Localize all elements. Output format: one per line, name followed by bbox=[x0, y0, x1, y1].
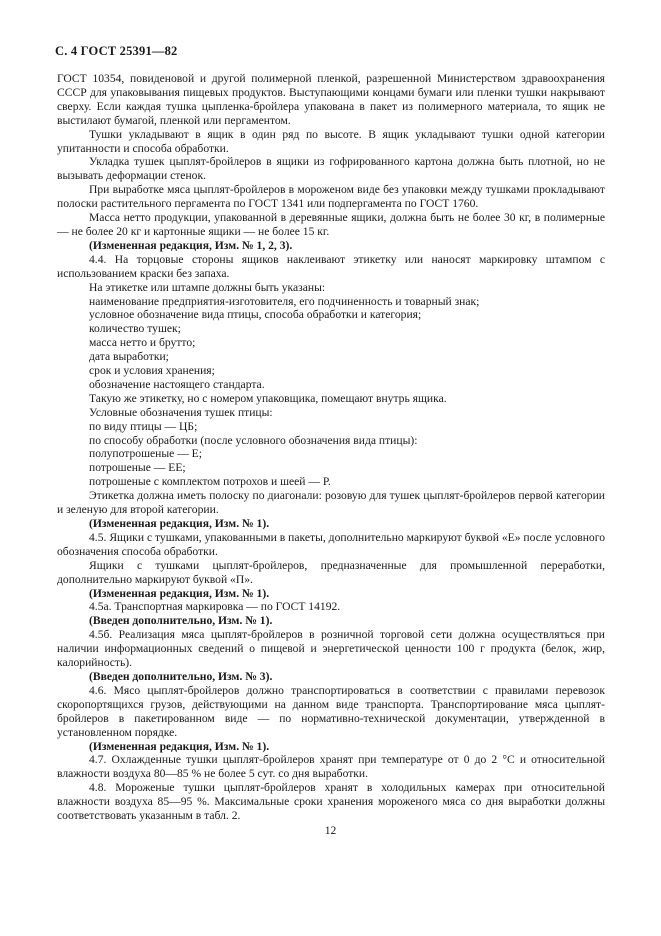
paragraph: Масса нетто продукции, упакованной в деревянные ящики, должна быть не более 30 кг, в полимерные — не более 20 кг и картонные ящики — не более 15 кг. bbox=[57, 211, 605, 238]
paragraph: Условные обозначения тушек птицы: bbox=[89, 405, 273, 419]
section-4-6: 4.6. Мясо цыплят-бройлеров должно транспортироваться в соответствии с правилами перевозок скоропортящихся грузов, действующими на данном виде транспорта. Транспортирование мяса цыплят-бройлеров в пакетированном виде — по нормативно-технической документации, утвержденной в установленном порядке. bbox=[57, 683, 605, 739]
list-item: по способу обработки (после условного обозначения вида птицы): bbox=[89, 433, 418, 447]
document-body bbox=[57, 72, 605, 823]
list-item: дата выработки; bbox=[89, 350, 169, 364]
paragraph: Тушки укладывают в ящик в один ряд по высоте. В ящик укладывают тушки одной категории упитанности и способа обработки. bbox=[57, 127, 605, 155]
section-4-5b: 4.5б. Реализация мяса цыплят-бройлеров в розничной торговой сети должна осуществляться при наличии информационных сведений о пищевой и энергетической ценности 100 г продукта (белок, жир, калорийность). bbox=[57, 628, 605, 670]
amendment-note: (Измененная редакция, Изм. № 1). bbox=[89, 739, 270, 753]
section-4-7: 4.7. Охлажденные тушки цыплят-бройлеров хранят при температуре от 0 до 2 °С и относительной влажности воздуха 80—85 % не более 5 сут. со дня выработки. bbox=[57, 753, 605, 781]
paragraph: При выработке мяса цыплят-бройлеров в мороженом виде без упаковки между тушками прокладывают полоски растительного пергамента по ГОСТ 1341 или подпергамента по ГОСТ 1760. bbox=[57, 183, 605, 211]
paragraph: Ящики с тушками цыплят-бройлеров, предназначенные для промышленной переработки, дополнительно маркируют буквой «П». bbox=[57, 558, 605, 586]
amendment-note: (Измененная редакция, Изм. № 1, 2, 3). bbox=[89, 238, 293, 252]
list-item: наименование предприятия-изготовителя, его подчиненность и товарный знак; bbox=[89, 294, 480, 308]
paragraph: Укладка тушек цыплят-бройлеров в ящики из гофрированного картона должна быть плотной, но не вызывать деформации стенок. bbox=[57, 155, 605, 183]
list-item: потрошеные с комплектом потрохов и шеей — Р. bbox=[89, 475, 331, 489]
amendment-note: (Введен дополнительно, Изм. № 1). bbox=[89, 614, 273, 628]
page-number: 12 bbox=[324, 824, 337, 837]
paragraph: Этикетка должна иметь полоску по диагонали: розовую для тушек цыплят-бройлеров первой категории и зеленую для второй категории. bbox=[57, 489, 605, 517]
paragraph: ГОСТ 10354, повиденовой и другой полимерной пленкой, разрешенной Министерством здравоохранения СССР для упаковывания пищевых продуктов. Выступающими концами бумаги или пленки тушки накрывают сверху. Если каждая тушка цыпленка-бройлера упакована в пакет из полимерного материала, то ящик не выстилают бумагой, пленкой или пергаментом. bbox=[57, 72, 605, 127]
section-4-5: 4.5. Ящики с тушками, упакованными в пакеты, дополнительно маркируют буквой «Е» после условного обозначения способа обработки. bbox=[57, 530, 605, 558]
paragraph: На этикетке или штампе должны быть указаны: bbox=[89, 280, 326, 294]
page-header: С. 4 ГОСТ 25391—82 bbox=[55, 44, 178, 58]
amendment-note: (Измененная редакция, Изм. № 1). bbox=[89, 517, 270, 530]
section-4-4: 4.4. На торцовые стороны ящиков наклеивают этикетку или наносят маркировку штампом с использованием краски без запаха. bbox=[57, 252, 605, 280]
section-4-8: 4.8. Мороженые тушки цыплят-бройлеров хранят в холодильных камерах при относительной влажности воздуха 85—95 %. Максимальные сроки хранения мороженого мяса со дня выработки должны соответствовать указанным в табл. 2. bbox=[57, 781, 605, 823]
section-4-5a: 4.5а. Транспортная маркировка — по ГОСТ 14192. bbox=[89, 600, 341, 614]
paragraph: Такую же этикетку, но с номером упаковщика, помещают внутрь ящика. bbox=[89, 391, 447, 405]
list-item: потрошеные — ЕЕ; bbox=[89, 461, 186, 475]
list-item: условное обозначение вида птицы, способа обработки и категория; bbox=[89, 308, 422, 322]
list-item: срок и условия хранения; bbox=[89, 364, 215, 378]
list-item: по виду птицы — ЦБ; bbox=[89, 419, 198, 433]
amendment-note: (Введен дополнительно, Изм. № 3). bbox=[89, 669, 273, 683]
list-item: полупотрошеные — Е; bbox=[89, 447, 202, 461]
list-item: обозначение настоящего стандарта. bbox=[89, 377, 265, 391]
list-item: масса нетто и брутто; bbox=[89, 336, 196, 350]
list-item: количество тушек; bbox=[89, 322, 181, 336]
amendment-note: (Измененная редакция, Изм. № 1). bbox=[89, 586, 270, 600]
